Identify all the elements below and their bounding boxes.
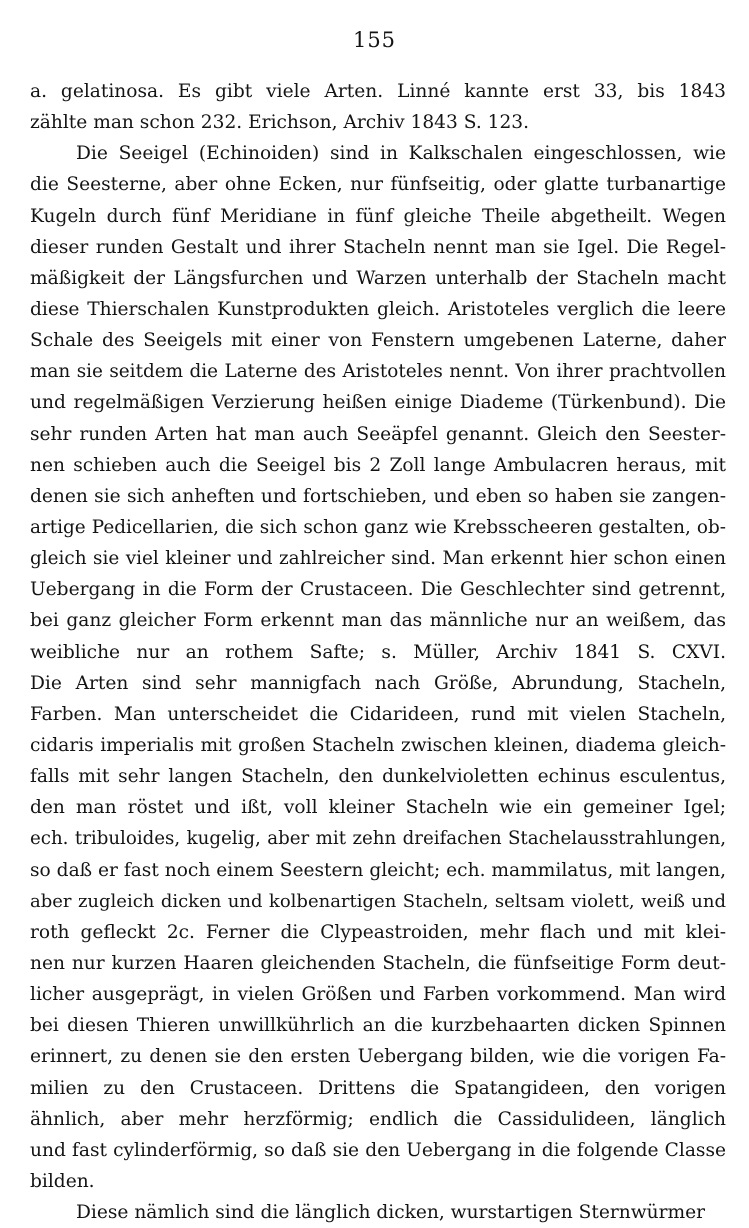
text-line: Kugeln durch fünf Meridiane in fünf gleiche Theile abgetheilt. Wegen (30, 205, 726, 227)
text-line: und regelmäßigen Verzierung heißen einige Diademe (Türkenbund). Die (30, 392, 726, 414)
text-line: Farben. Man unterscheidet die Cidarideen, rund mit vielen Stacheln, (30, 703, 726, 725)
text-line: roth gefleckt 2c. Ferner die Clypeastroiden, mehr flach und mit klei- (30, 921, 726, 943)
text-line: Diese nämlich sind die länglich dicken, wurstartigen Sternwürmer (76, 1202, 706, 1224)
text-line: mäßigkeit der Längsfurchen und Warzen unterhalb der Stacheln macht (30, 267, 726, 289)
text-line: die Seesterne, aber ohne Ecken, nur fünfseitig, oder glatte turbanartige (30, 174, 726, 196)
text-line: bilden. (30, 1170, 95, 1192)
text-line: denen sie sich anheften und fortschieben, und eben so haben sie zangen- (30, 485, 726, 507)
text-line: Die Seeigel (Echinoiden) sind in Kalkschalen eingeschlossen, wie (76, 143, 726, 165)
body-text (30, 76, 726, 1228)
text-line: bei ganz gleicher Form erkennt man das männliche nur an weißem, das (30, 610, 726, 632)
text-line: sehr runden Arten hat man auch Seeäpfel genannt. Gleich den Seester- (30, 423, 726, 445)
text-line: milien zu den Crustaceen. Drittens die Spatangideen, den vorigen (30, 1077, 726, 1099)
text-line: dieser runden Gestalt und ihrer Stacheln nennt man sie Igel. Die Regel- (30, 236, 726, 258)
text-line: zählte man schon 232. Erichson, Archiv 1843 S. 123. (30, 112, 530, 134)
text-line: nen nur kurzen Haaren gleichenden Stacheln, die fünfseitige Form deut- (30, 952, 726, 974)
text-line: diese Thierschalen Kunstprodukten gleich. Aristoteles verglich die leere (30, 298, 726, 320)
text-line: gleich sie viel kleiner und zahlreicher sind. Man erkennt hier schon einen (30, 548, 726, 570)
text-line: nen schieben auch die Seeigel bis 2 Zoll lange Ambulacren heraus, mit (30, 454, 726, 476)
text-line: den man röstet und ißt, voll kleiner Stacheln wie ein gemeiner Igel; (30, 797, 726, 819)
text-line: und fast cylinderförmig, so daß sie den Uebergang in die folgende Classe (30, 1139, 726, 1161)
text-line: Die Arten sind sehr mannigfach nach Größe, Abrundung, Stacheln, (30, 672, 726, 694)
text-line: Uebergang in die Form der Crustaceen. Die Geschlechter sind getrennt, (30, 579, 726, 601)
text-line: a. gelatinosa. Es gibt viele Arten. Linné kannte erst 33, bis 1843 (30, 81, 726, 102)
text-line: ähnlich, aber mehr herzförmig; endlich die Cassidulideen, länglich (30, 1108, 726, 1130)
text-line: bei diesen Thieren unwillkührlich an die kurzbehaarten dicken Spinnen (30, 1015, 726, 1037)
text-line: so daß er fast noch einem Seestern gleicht; ech. mammilatus, mit langen, (30, 859, 726, 881)
text-line: artige Pedicellarien, die sich schon ganz wie Krebsscheeren gestalten, ob- (30, 516, 726, 538)
text-line: erinnert, zu denen sie den ersten Uebergang bilden, wie die vorigen Fa- (30, 1046, 726, 1068)
text-line: ech. tribuloides, kugelig, aber mit zehn dreifachen Stachelausstrahlungen, (30, 828, 726, 850)
page-number: 155 (352, 28, 397, 52)
text-line: Schale des Seeigels mit einer von Fenstern umgebenen Laterne, daher (30, 330, 726, 352)
text-line: licher ausgeprägt, in vielen Größen und Farben vorkommend. Man wird (30, 984, 726, 1006)
text-line: falls mit sehr langen Stacheln, den dunkelvioletten echinus esculentus, (30, 766, 726, 788)
text-line: man sie seitdem die Laterne des Aristoteles nennt. Von ihrer prachtvollen (30, 361, 726, 383)
text-line: weibliche nur an rothem Safte; s. Müller, Archiv 1841 S. CXVI. (30, 641, 726, 663)
text-line: cidaris imperialis mit großen Stacheln zwischen kleinen, diadema gleich- (30, 734, 726, 756)
text-line: aber zugleich dicken und kolbenartigen Stacheln, seltsam violett, weiß und (30, 890, 726, 912)
text-lines (30, 76, 726, 1228)
